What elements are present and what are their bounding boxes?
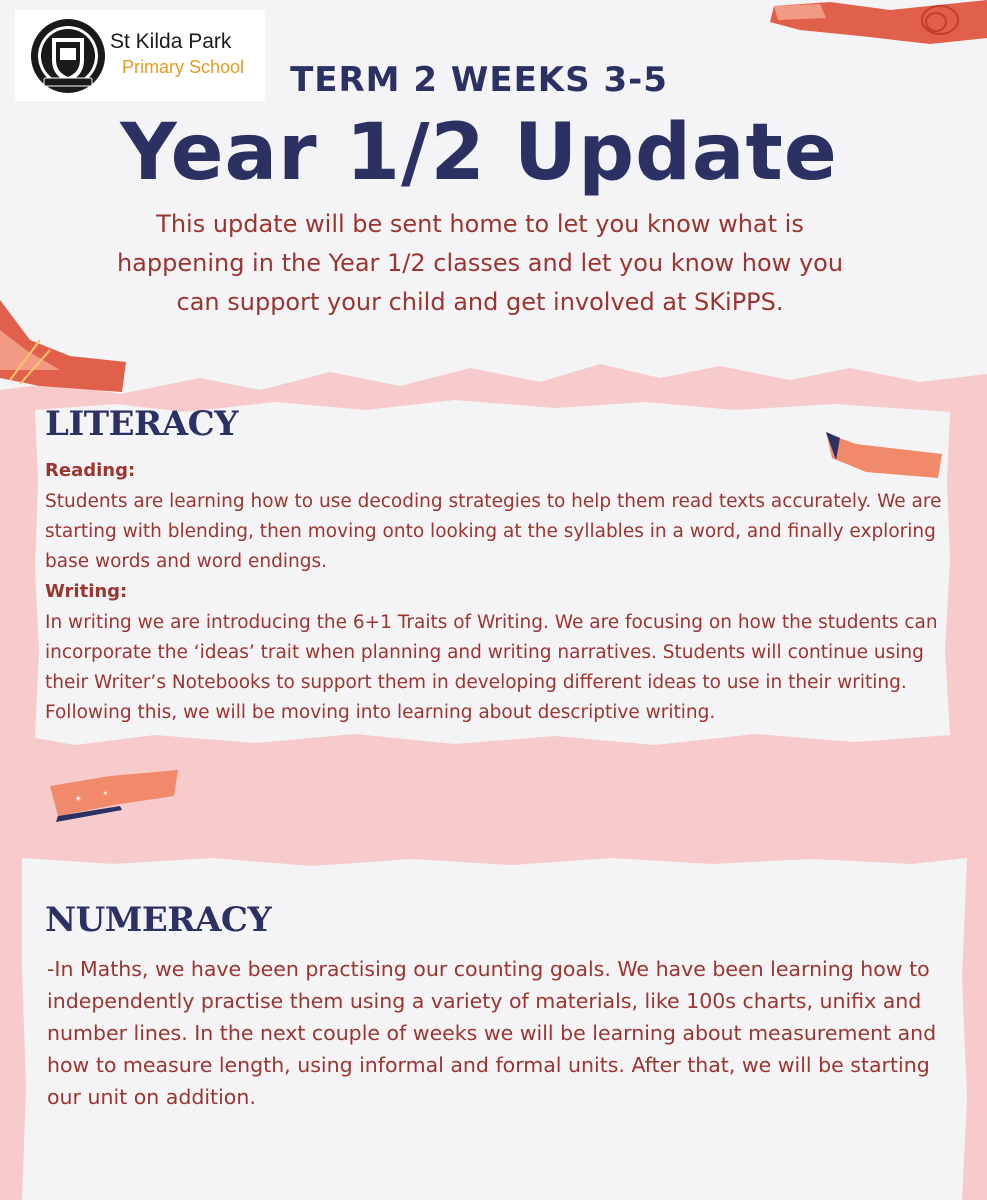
logo-subtitle: Primary School [122, 57, 245, 77]
numeracy-text: -In Maths, we have been practising our counting goals. We have been learning how to independently practise them using a variety of materials, like 100s charts, unifix and number lines. In the next couple of weeks we will be learning about measurement and how to measure length, using informal and formal units. After that, we will be starting our unit on addition. [47, 957, 937, 1109]
writing-heading: Writing: [45, 581, 128, 602]
literacy-heading: LITERACY [45, 404, 238, 444]
svg-text:✦: ✦ [74, 794, 83, 805]
decorative-paint-stroke-right [826, 432, 944, 480]
numeracy-heading: NUMERACY [45, 900, 272, 940]
reading-text: Students are learning how to use decoding strategies to help them read texts accurately. We are starting with blending, then moving onto looking at the syllables in a word, and finally exploring base words and word endings. [45, 491, 942, 572]
decorative-paint-stroke-top [770, 0, 987, 46]
reading-heading: Reading: [45, 460, 136, 481]
term-heading: TERM 2 WEEKS 3-5 [290, 60, 668, 100]
decorative-paint-stroke-bottom [50, 766, 180, 824]
page-title: Year 1/2 Update [120, 108, 838, 198]
intro-text: This update will be sent home to let you know what is happening in the Year 1/2 classes and let you know how you can support your child and get involved at SKiPPS. [116, 210, 844, 316]
logo-name: St Kilda Park [110, 30, 232, 53]
svg-text:✦: ✦ [102, 789, 109, 798]
writing-text: In writing we are introducing the 6+1 Traits of Writing. We are focusing on how the students can incorporate the ‘ideas’ trait when planning and writing narratives. Students will continue using their Writer’s Notebooks to support them in developing different ideas to use in their writing. Following this, we will be moving into learning about descriptive writing. [45, 612, 938, 723]
